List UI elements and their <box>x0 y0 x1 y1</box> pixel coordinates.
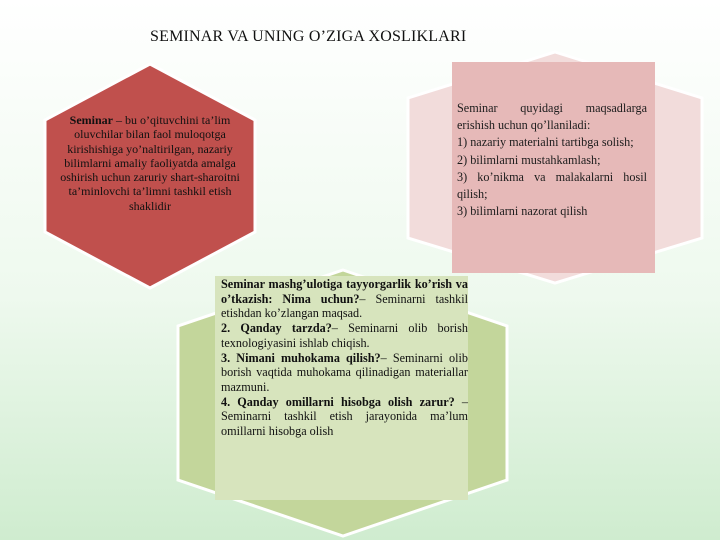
goals-text <box>457 100 647 220</box>
preparation-heading: Seminar mashg’ulotiga tayyorgarlik ko’rish va o’tkazish: <box>221 277 468 306</box>
goal-item: 3) bilimlarni nazorat qilish <box>457 204 588 219</box>
goal-item: 1) nazariy materialni tartibga solish; <box>457 135 634 150</box>
question-4: 4. Qanday omillarni hisobga olish zarur? <box>221 394 455 409</box>
definition-text <box>58 113 242 213</box>
question-1: Nima uchun? <box>272 291 360 306</box>
question-3: 3. Nimani muhokama qilish? <box>221 350 381 365</box>
preparation-text <box>221 277 468 439</box>
answer-2: – Seminarni olib borish texnologiyasini ishlab chiqish. <box>221 321 468 350</box>
question-2: 2. Qanday tarzda? <box>221 321 332 336</box>
answer-4: – Seminarni tashkil etish jarayonida ma’lum omillarni hisobga olish <box>221 394 469 439</box>
slide-title: SEMINAR VA UNING O’ZIGA XOSLIKLARI <box>150 28 467 45</box>
goal-item: 3) ko’nikma va malakalarni hosil qilish; <box>457 169 647 202</box>
answer-3: – Seminarni olib borish vaqtida muhokama qilinadigan materiallar mazmuni. <box>221 350 468 394</box>
definition-body: – bu o’qituvchini ta’lim oluvchilar bilan faol muloqotga kirishishiga yo’naltirilgan, nazariy bilimlarni amaliy faoliyatda amalga oshirish uchun zaruriy shart-sharoitni ta’minlovchi ta’limni tashkil etish shaklidir <box>60 113 240 213</box>
answer-1: – Seminarni tashkil etishdan ko’zlangan maqsad. <box>221 291 468 321</box>
definition-term: Seminar <box>69 113 113 127</box>
goals-intro: Seminar quyidagi maqsadlarga erishish uchun qo’llaniladi: <box>457 101 647 133</box>
goal-item: 2) bilimlarni mustahkamlash; <box>457 152 601 167</box>
